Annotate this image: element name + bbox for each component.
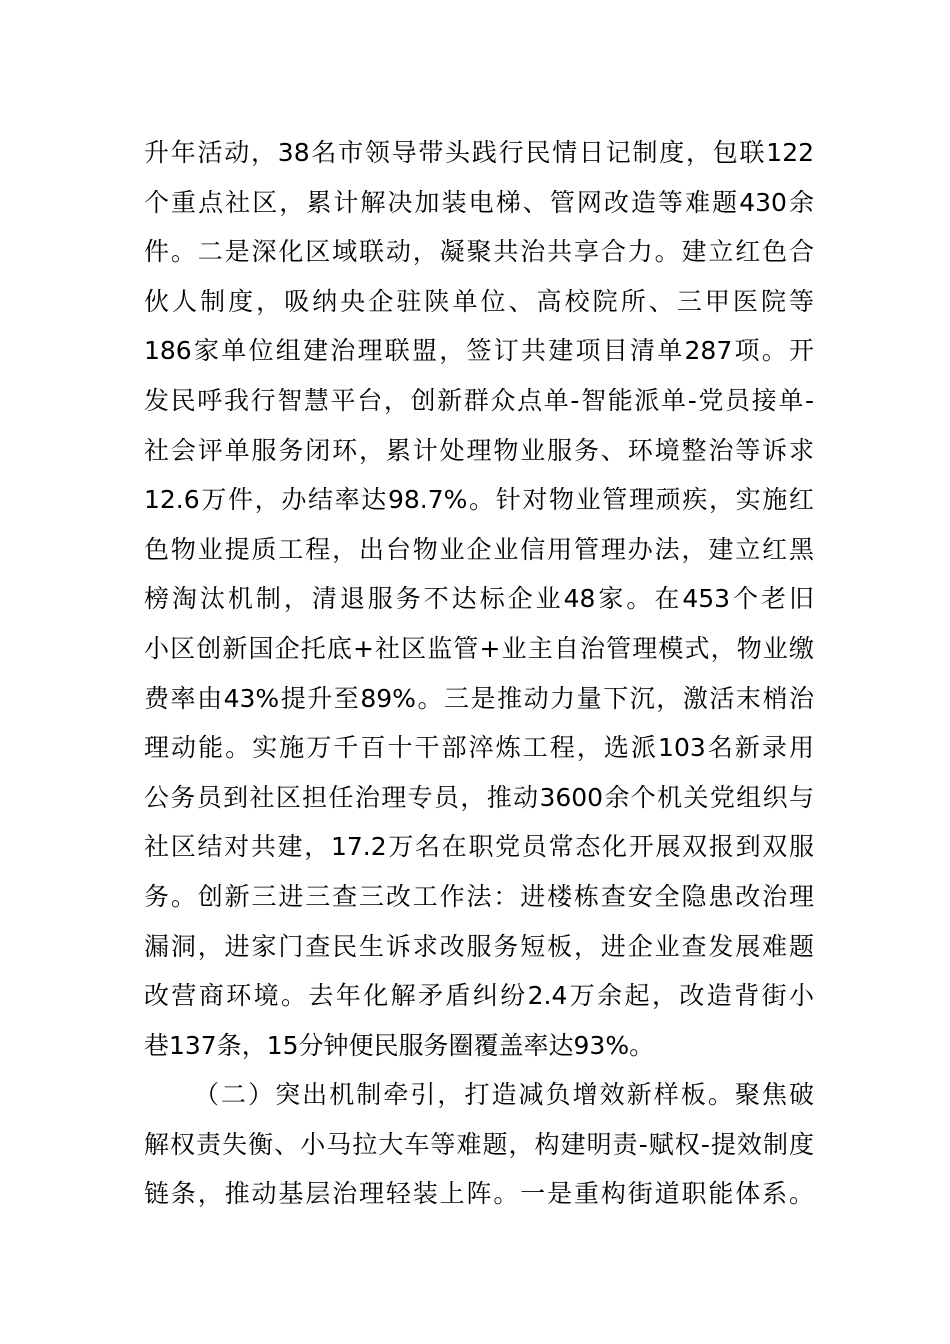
text-line: 务。创新三进三查三改工作法：进楼栋查安全隐患改治理 [144, 881, 814, 911]
text-line: 链条，推动基层治理轻装上阵。一是重构街道职能体系。 [144, 1179, 814, 1209]
text-line: 发民呼我行智慧平台，创新群众点单-智能派单-党员接单- [144, 385, 814, 415]
text-line: 个重点社区，累计解决加装电梯、管网改造等难题430余 [144, 187, 814, 217]
text-line: 件。二是深化区域联动，凝聚共治共享合力。建立红色合 [144, 237, 814, 267]
body-text [144, 128, 814, 1219]
text-line: 费率由43%提升至89%。三是推动力量下沉，激活末梢治 [144, 683, 814, 713]
text-line: 社区结对共建，17.2万名在职党员常态化开展双报到双服 [144, 832, 814, 862]
paragraph-end-line: 巷137条，15分钟便民服务圈覆盖率达93%。 [144, 1030, 655, 1060]
text-line: 公务员到社区担任治理专员，推动3600余个机关党组织与 [144, 782, 814, 812]
text-line: 伙人制度，吸纳央企驻陕单位、高校院所、三甲医院等 [144, 286, 814, 316]
text-line: 小区创新国企托底+社区监管+业主自治管理模式，物业缴 [144, 633, 814, 663]
text-line: 改营商环境。去年化解矛盾纠纷2.4万余起，改造背街小 [144, 981, 814, 1011]
text-line: 解权责失衡、小马拉大车等难题，构建明责-赋权-提效制度 [144, 1129, 814, 1159]
section-heading-line: （二）突出机制牵引，打造减负增效新样板。聚焦破 [194, 1080, 814, 1110]
text-line: 社会评单服务闭环，累计处理物业服务、环境整治等诉求 [144, 435, 814, 465]
text-line: 186家单位组建治理联盟，签订共建项目清单287项。开 [144, 336, 814, 366]
text-line: 12.6万件，办结率达98.7%。针对物业管理顽疾，实施红 [144, 485, 814, 515]
text-line: 升年活动，38名市领导带头践行民情日记制度，包联122 [144, 138, 814, 167]
text-line: 色物业提质工程，出台物业企业信用管理办法，建立红黑 [144, 534, 814, 564]
text-line: 理动能。实施万千百十干部淬炼工程，选派103名新录用 [144, 733, 814, 763]
text-line: 榜淘汰机制，清退服务不达标企业48家。在453个老旧 [144, 584, 814, 614]
text-line: 漏洞，进家门查民生诉求改服务短板，进企业查发展难题 [144, 931, 814, 961]
